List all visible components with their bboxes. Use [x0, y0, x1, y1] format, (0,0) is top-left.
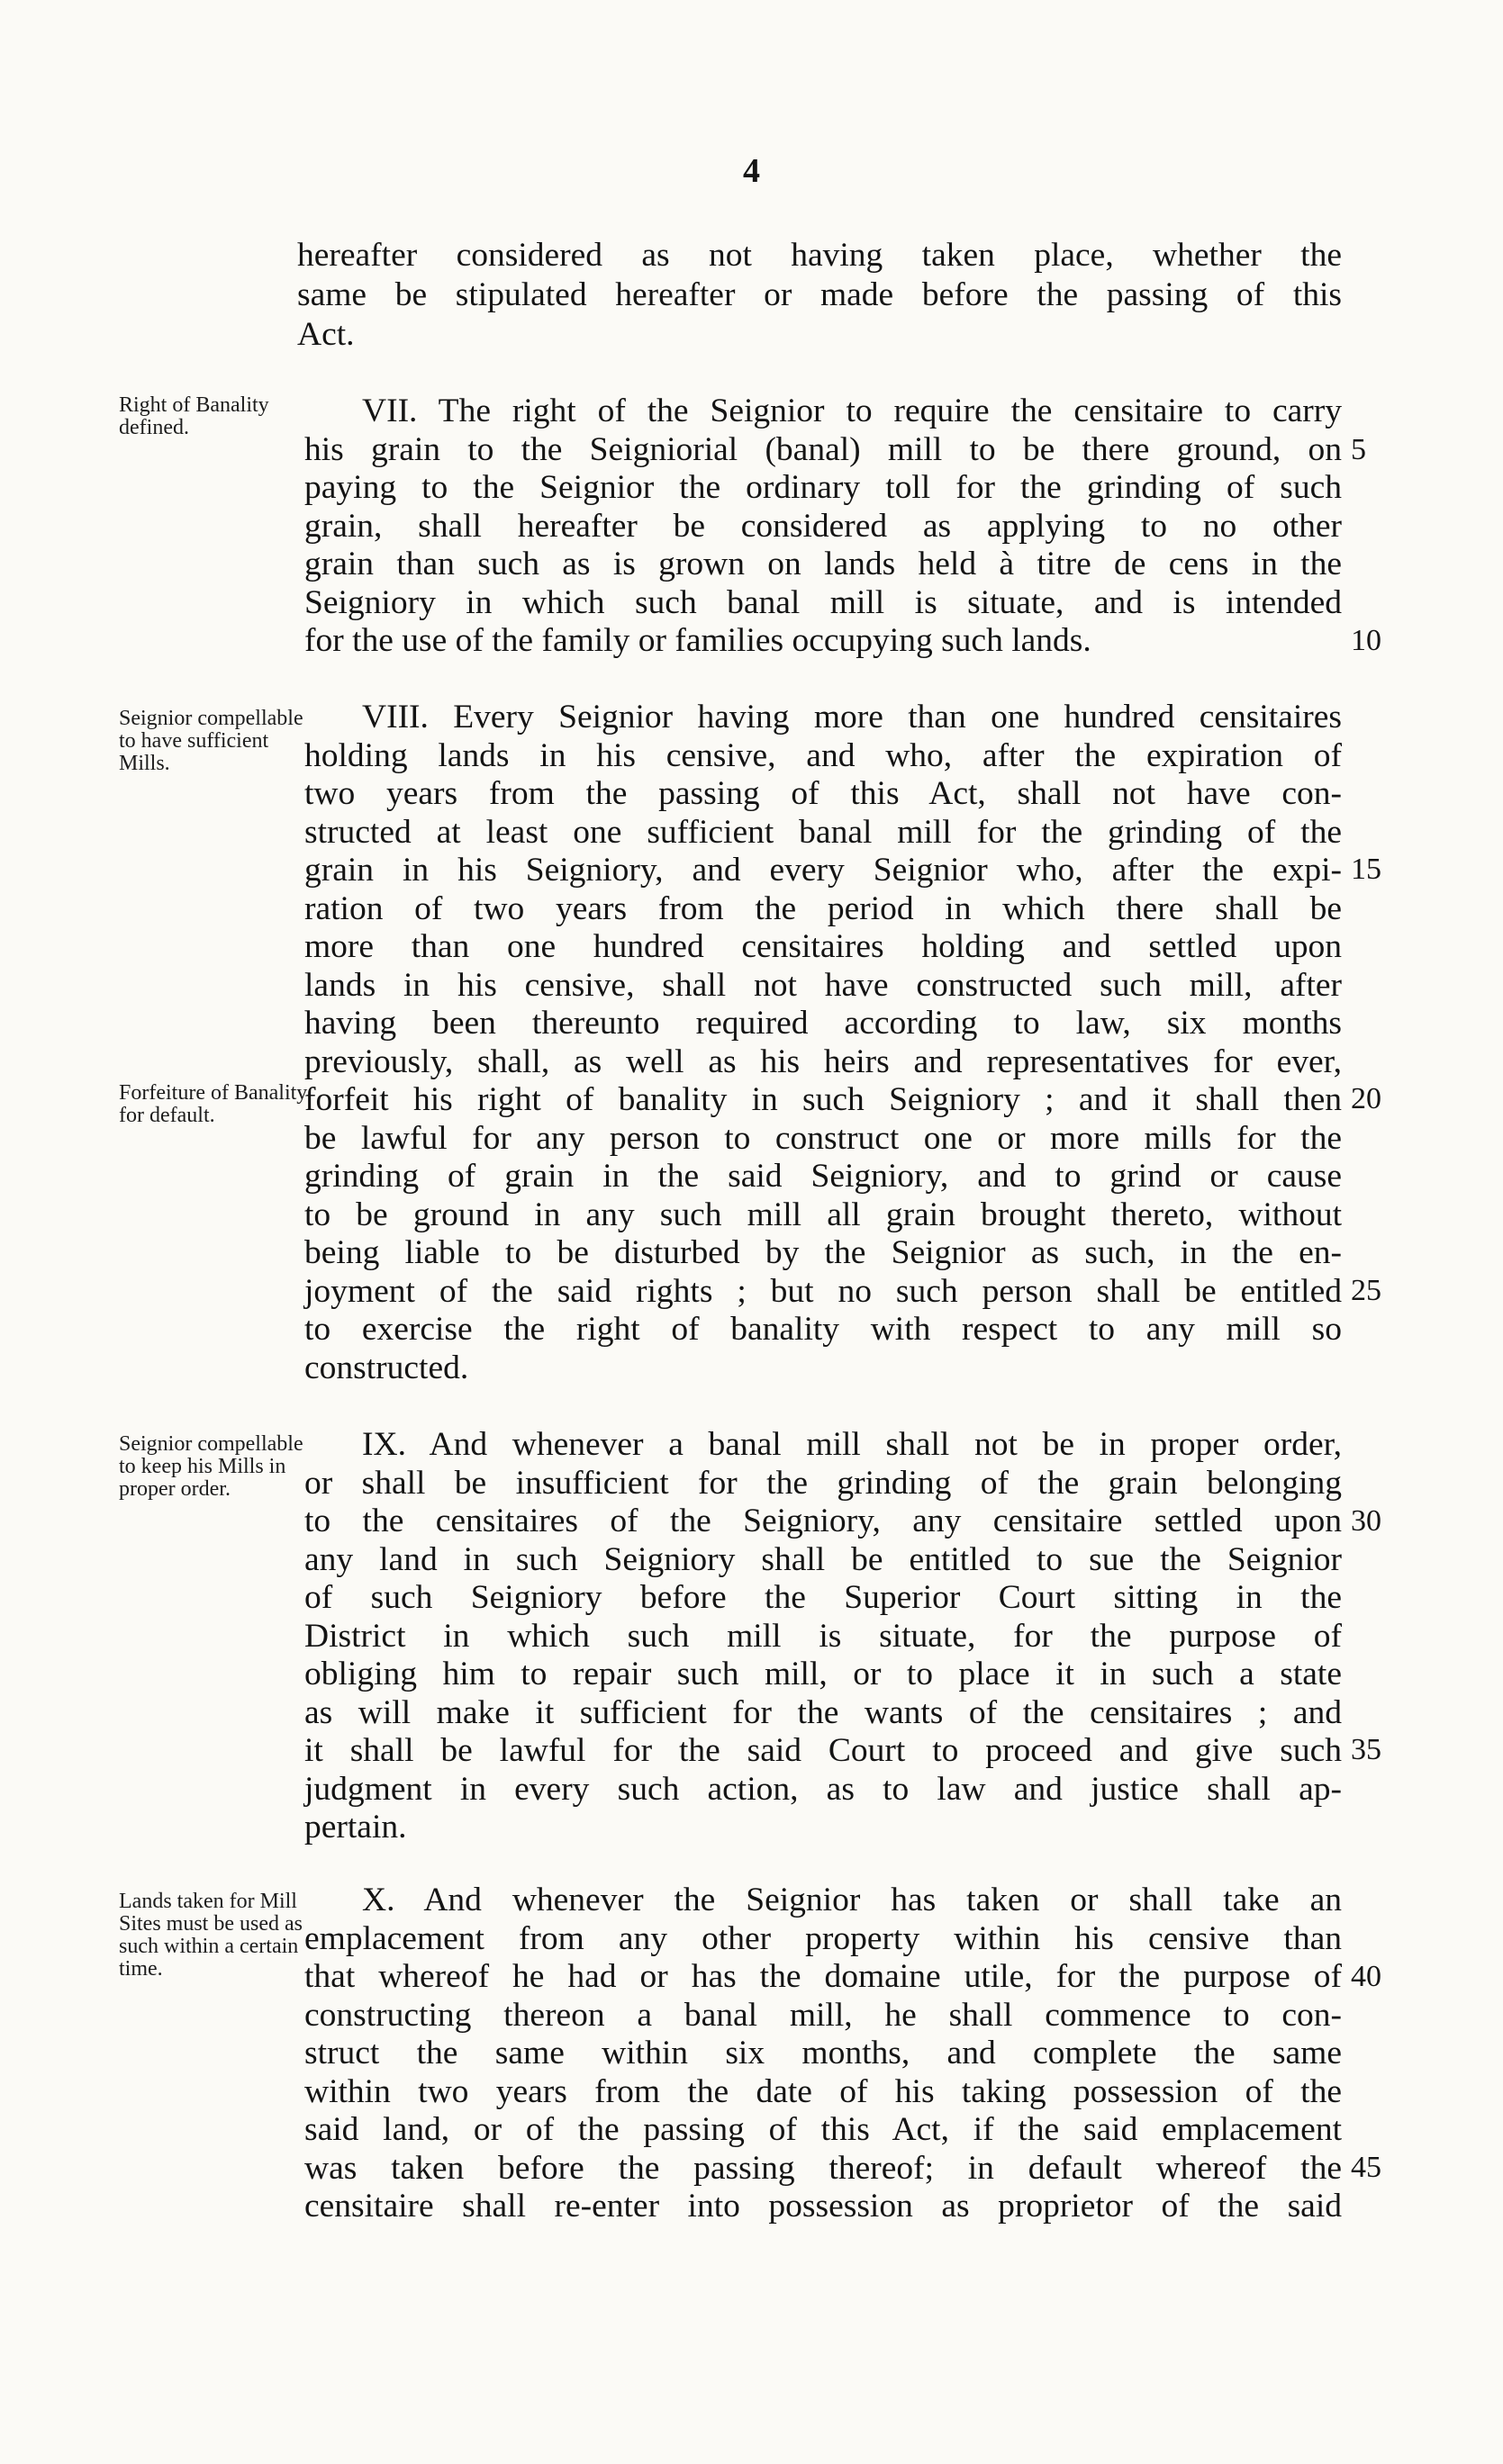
page-number: 4 — [743, 152, 760, 190]
margin-note: Seignior compellable to keep his Mills in proper order. — [119, 1432, 303, 1501]
text-line: or shall be insufficient for the grinding of the grain belonging — [304, 1464, 1342, 1502]
text-line: was taken before the passing thereof; in default whereof the — [304, 2149, 1342, 2187]
section-text — [304, 1882, 1342, 2226]
line-number: 40 — [1351, 1960, 1381, 1993]
margin-note: Lands taken for Mill Sites must be used as such within a certain time. — [119, 1890, 303, 1981]
text-line: same be stipulated hereafter or made before the passing of this — [297, 276, 1342, 313]
text-line: Act. — [297, 316, 355, 353]
margin-note: Seignior compellable to have sufficient Mills. — [119, 707, 303, 775]
margin-note: Right of Banality defined. — [119, 393, 269, 439]
text-line: judgment in every such action, as to law and justice shall ap- — [304, 1770, 1342, 1808]
text-line: more than one hundred censitaires holding and settled upon — [304, 928, 1342, 965]
section-text — [304, 699, 1342, 1387]
line-number: 35 — [1351, 1733, 1381, 1766]
text-line: to be ground in any such mill all grain brought thereto, without — [304, 1196, 1342, 1233]
text-line: of such Seigniory before the Superior Court sitting in the — [304, 1579, 1342, 1616]
line-number: 25 — [1351, 1274, 1381, 1307]
text-line: said land, or of the passing of this Act, if the said emplacement — [304, 2111, 1342, 2148]
text-line: constructing thereon a banal mill, he shall commence to con- — [304, 1996, 1342, 2034]
text-line: be lawful for any person to construct one or more mills for the — [304, 1119, 1342, 1157]
text-line: hereafter considered as not having taken place, whether the — [297, 237, 1342, 274]
text-line: joyment of the said rights ; but no such person shall be entitled — [304, 1272, 1342, 1310]
text-line: censitaire shall re-enter into possession as proprietor of the said — [304, 2188, 1342, 2225]
margin-note: Forfeiture of Banality for default. — [119, 1081, 308, 1127]
text-line: grain than such as is grown on lands held à titre de cens in the — [304, 546, 1342, 582]
text-line: as will make it sufficient for the wants of the censitaires ; and — [304, 1693, 1342, 1731]
text-line: two years from the passing of this Act, shall not have con- — [304, 775, 1342, 812]
text-line: grain, shall hereafter be considered as applying to no other — [304, 507, 1342, 545]
text-line: pertain. — [304, 1809, 407, 1846]
text-line: any land in such Seigniory shall be entitled to sue the Seignior — [304, 1540, 1342, 1578]
text-line: constructed. — [304, 1349, 469, 1386]
text-line: ration of two years from the period in which there shall be — [304, 889, 1342, 927]
text-line: X. And whenever the Seignior has taken or shall take an — [362, 1882, 1342, 1918]
line-number: 5 — [1351, 433, 1366, 466]
opening-paragraph — [297, 236, 1342, 355]
text-line: Seigniory in which such banal mill is situate, and is intended — [304, 583, 1342, 621]
text-line: previously, shall, as well as his heirs and representatives for ever, — [304, 1042, 1342, 1080]
text-line: his grain to the Seigniorial (banal) mill to be there ground, on — [304, 430, 1342, 468]
text-line: it shall be lawful for the said Court to proceed and give such — [304, 1732, 1342, 1769]
text-line: that whereof he had or has the domaine utile, for the purpose of — [304, 1958, 1342, 1995]
text-line: to the censitaires of the Seigniory, any censitaire settled upon — [304, 1503, 1342, 1539]
text-line: grinding of grain in the said Seigniory, and to grind or cause — [304, 1158, 1342, 1195]
text-line: within two years from the date of his taking possession of the — [304, 2072, 1342, 2110]
section-text — [304, 393, 1342, 661]
line-number: 45 — [1351, 2151, 1381, 2184]
text-line: grain in his Seigniory, and every Seignior who, after the expi- — [304, 852, 1342, 889]
text-line: holding lands in his censive, and who, after the expiration of — [304, 736, 1342, 774]
text-line: to exercise the right of banality with respect to any mill so — [304, 1311, 1342, 1348]
line-number: 15 — [1351, 853, 1381, 886]
text-line: structed at least one sufficient banal mill for the grinding of the — [304, 813, 1342, 851]
text-line: VIII. Every Seignior having more than one hundred censitaires — [362, 699, 1342, 736]
text-line: being liable to be disturbed by the Seignior as such, in the en- — [304, 1234, 1342, 1271]
text-line: lands in his censive, shall not have constructed such mill, after — [304, 966, 1342, 1004]
text-line: for the use of the family or families occupying such lands. — [304, 622, 1091, 659]
text-line: forfeit his right of banality in such Seigniory ; and it shall then — [304, 1081, 1342, 1118]
text-line: obliging him to repair such mill, or to place it in such a state — [304, 1656, 1342, 1692]
line-number: 30 — [1351, 1504, 1381, 1538]
text-line: paying to the Seignior the ordinary toll for the grinding of such — [304, 469, 1342, 506]
line-number: 20 — [1351, 1082, 1381, 1115]
line-number: 10 — [1351, 624, 1381, 657]
text-line: struct the same within six months, and complete the same — [304, 2035, 1342, 2071]
text-line: VII. The right of the Seignior to require the censitaire to carry — [362, 393, 1342, 429]
text-line: IX. And whenever a banal mill shall not be in proper order, — [362, 1426, 1342, 1463]
text-line: having been thereunto required according to law, six months — [304, 1005, 1342, 1042]
section-text — [304, 1426, 1342, 1847]
text-line: District in which such mill is situate, for the purpose of — [304, 1617, 1342, 1655]
text-line: emplacement from any other property within his censive than — [304, 1919, 1342, 1957]
